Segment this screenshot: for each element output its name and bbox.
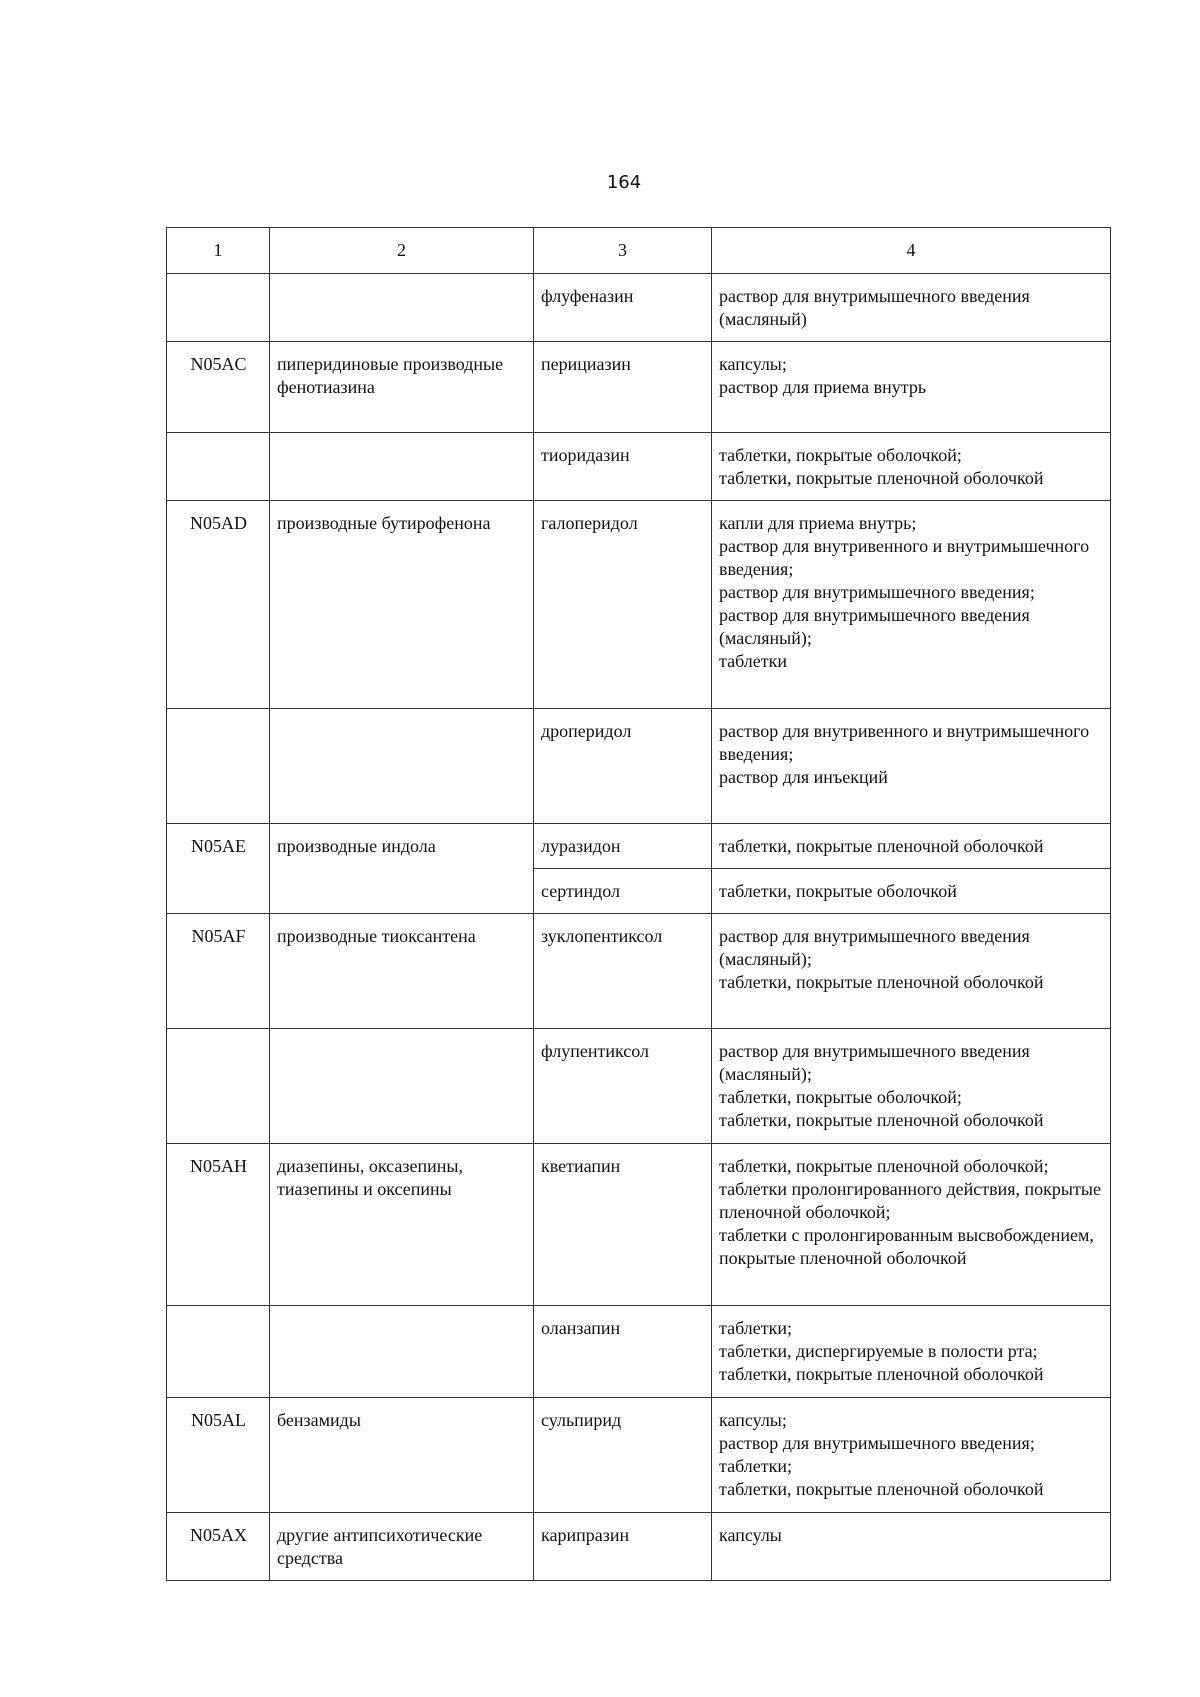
dosage-form: раствор для внутривенного и внутримышечного введения; [719,536,1090,579]
table-row [167,501,1111,709]
dosage-form: раствор для внутримышечного введения; [719,582,1035,602]
drug-name: сертиндол [534,869,712,914]
dosage-form: таблетки, покрытые оболочкой; [719,445,962,465]
dosage-forms [712,433,1111,501]
dosage-form: таблетки, диспергируемые в полости рта; [719,1341,1038,1361]
group-name [270,1306,534,1398]
group-name [270,433,534,501]
dosage-form: таблетки, покрытые пленочной оболочкой [719,1479,1044,1499]
dosage-form: таблетки, покрытые оболочкой [719,881,957,901]
dosage-form: таблетки; [719,1318,793,1338]
table-row [167,824,1111,869]
dosage-forms [712,501,1111,709]
drug-name: перициазин [534,342,712,433]
dosage-form: капсулы [719,1525,782,1545]
atc-code [167,433,270,501]
atc-code [167,709,270,824]
column-header-4: 4 [712,228,1111,274]
dosage-form: капсулы; [719,1410,787,1430]
dosage-form: таблетки, покрытые пленочной оболочкой; [719,1156,1049,1176]
dosage-form: таблетки, покрытые пленочной оболочкой [719,1110,1044,1130]
dosage-forms [712,274,1111,342]
drug-name: карипразин [534,1513,712,1581]
dosage-form: раствор для внутривенного и внутримышечного введения; [719,721,1090,764]
column-header-3: 3 [534,228,712,274]
atc-code [167,1029,270,1144]
dosage-form: таблетки, покрытые пленочной оболочкой [719,972,1044,992]
atc-code: N05AC [167,342,270,433]
dosage-forms [712,869,1111,914]
table-row [167,1306,1111,1398]
drug-registry-table [166,227,1111,1581]
table-row [167,433,1111,501]
atc-code [167,1306,270,1398]
atc-code: N05AD [167,501,270,709]
dosage-form: раствор для внутримышечного введения (масляный); [719,1041,1030,1084]
dosage-form: таблетки [719,651,788,671]
dosage-form: таблетки, покрытые оболочкой; [719,1087,962,1107]
table-row [167,274,1111,342]
dosage-form: таблетки, покрытые пленочной оболочкой [719,836,1044,856]
drug-name: тиоридазин [534,433,712,501]
table-row [167,709,1111,824]
atc-code: N05AL [167,1398,270,1513]
dosage-form: раствор для внутримышечного введения (масляный); [719,926,1030,969]
drug-name: сульпирид [534,1398,712,1513]
dosage-form: капли для приема внутрь; [719,513,917,533]
group-name: пиперидиновые производные фенотиазина [270,342,534,433]
table-row [167,1398,1111,1513]
dosage-form: раствор для внутримышечного введения (масляный); [719,605,1030,648]
group-name: бензамиды [270,1398,534,1513]
group-name: производные тиоксантена [270,914,534,1029]
drug-name: флуфеназин [534,274,712,342]
atc-code: N05AX [167,1513,270,1581]
group-name [270,709,534,824]
group-name [270,274,534,342]
table-row [167,1029,1111,1144]
dosage-form: таблетки, покрытые пленочной оболочкой [719,468,1044,488]
dosage-form: таблетки, покрытые пленочной оболочкой [719,1364,1044,1384]
column-header-1: 1 [167,228,270,274]
dosage-forms [712,1398,1111,1513]
group-name: производные индола [270,824,534,914]
group-name: другие антипсихотические средства [270,1513,534,1581]
dosage-form: таблетки с пролонгированным высвобождением, покрытые пленочной оболочкой [719,1225,1094,1268]
header-row [167,228,1111,274]
dosage-form: раствор для внутримышечного введения; [719,1433,1035,1453]
dosage-form: раствор для приема внутрь [719,377,927,397]
drug-name: дроперидол [534,709,712,824]
table-row [167,1513,1111,1581]
drug-name: кветиапин [534,1144,712,1306]
atc-code [167,274,270,342]
dosage-forms [712,824,1111,869]
drug-name: оланзапин [534,1306,712,1398]
page-number: 164 [606,172,642,193]
table-row [167,914,1111,1029]
dosage-forms [712,709,1111,824]
atc-code: N05AE [167,824,270,914]
table-row [167,342,1111,433]
drug-name: галоперидол [534,501,712,709]
atc-code: N05AH [167,1144,270,1306]
group-name [270,1029,534,1144]
drug-name: зуклопентиксол [534,914,712,1029]
dosage-forms [712,1513,1111,1581]
group-name: производные бутирофенона [270,501,534,709]
dosage-form: раствор для внутримышечного введения (масляный) [719,286,1030,329]
dosage-form: таблетки пролонгированного действия, покрытые пленочной оболочкой; [719,1179,1101,1222]
group-name: диазепины, оксазепины, тиазепины и оксепины [270,1144,534,1306]
table-row [167,1144,1111,1306]
drug-name: луразидон [534,824,712,869]
dosage-form: таблетки; [719,1456,793,1476]
dosage-forms [712,1144,1111,1306]
dosage-form: раствор для инъекций [719,767,888,787]
dosage-forms [712,914,1111,1029]
atc-code: N05AF [167,914,270,1029]
dosage-forms [712,1029,1111,1144]
dosage-forms [712,1306,1111,1398]
drug-name: флупентиксол [534,1029,712,1144]
dosage-form: капсулы; [719,354,787,374]
column-header-2: 2 [270,228,534,274]
dosage-forms [712,342,1111,433]
